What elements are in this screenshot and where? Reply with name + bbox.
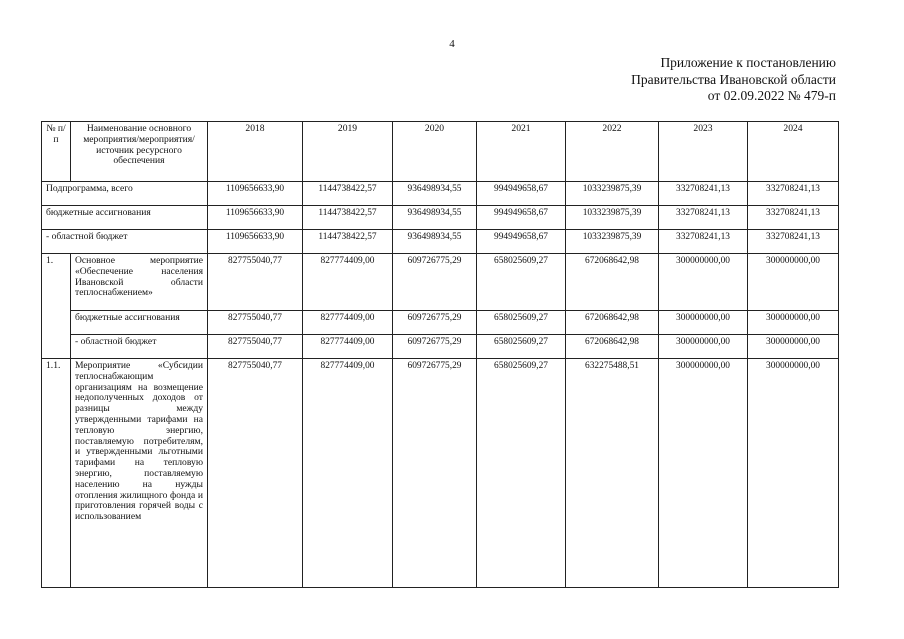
row-label: Подпрограмма, всего xyxy=(42,182,208,206)
row-label: - областной бюджет xyxy=(71,335,208,359)
table-cell: 332708241,13 xyxy=(748,182,839,206)
table-cell: 1144738422,57 xyxy=(303,206,393,230)
column-header-year: 2020 xyxy=(393,122,477,182)
column-header-year: 2023 xyxy=(659,122,748,182)
table-cell: 658025609,27 xyxy=(477,311,566,335)
table-cell: 332708241,13 xyxy=(659,182,748,206)
table-cell: 1033239875,39 xyxy=(566,206,659,230)
table-cell: 1144738422,57 xyxy=(303,182,393,206)
page-number: 4 xyxy=(449,38,455,50)
table-cell: 1109656633,90 xyxy=(208,182,303,206)
table-cell: 672068642,98 xyxy=(566,335,659,359)
table-cell: 936498934,55 xyxy=(393,230,477,254)
table-cell: 609726775,29 xyxy=(393,359,477,588)
table-cell: 300000000,00 xyxy=(659,311,748,335)
table-cell: 300000000,00 xyxy=(748,311,839,335)
table-row xyxy=(42,230,839,254)
annex-header xyxy=(631,55,836,105)
column-header-year: 2018 xyxy=(208,122,303,182)
table-cell: 609726775,29 xyxy=(393,254,477,311)
column-header-year: 2019 xyxy=(303,122,393,182)
table-cell: 1109656633,90 xyxy=(208,230,303,254)
table-row xyxy=(42,182,839,206)
table-cell: 827755040,77 xyxy=(208,254,303,311)
table-cell: 300000000,00 xyxy=(748,359,839,588)
column-header-year: 2021 xyxy=(477,122,566,182)
table-cell: 827755040,77 xyxy=(208,311,303,335)
table-cell: 632275488,51 xyxy=(566,359,659,588)
table-cell: 827755040,77 xyxy=(208,359,303,588)
row-label: Мероприятие «Субсидии теплоснабжающим организациям на возмещение недополученных доходов от разницы между утвержденными тарифами на тепловую энергию, поставляемую потребителям, и утвержденными льготными тарифами на тепловую энергию, поставляемую населению на нужды отопления жилищного фонда и приготовления горячей воды с использованием xyxy=(71,359,208,588)
table-cell: 827774409,00 xyxy=(303,335,393,359)
row-number: 1.1. xyxy=(42,359,71,588)
table-row xyxy=(42,206,839,230)
column-header-year: 2022 xyxy=(566,122,659,182)
column-header-number: № п/п xyxy=(42,122,71,182)
row-number: 1. xyxy=(42,254,71,359)
table-cell: 332708241,13 xyxy=(659,206,748,230)
table-row xyxy=(42,359,839,588)
column-header-name: Наименование основного мероприятия/мероприятия/ источник ресурсного обеспечения xyxy=(71,122,208,182)
table-cell: 994949658,67 xyxy=(477,182,566,206)
annex-header-line2: Правительства Ивановской области xyxy=(631,71,836,87)
row-label: бюджетные ассигнования xyxy=(71,311,208,335)
row-label: - областной бюджет xyxy=(42,230,208,254)
table-cell: 994949658,67 xyxy=(477,206,566,230)
table-cell: 658025609,27 xyxy=(477,359,566,588)
table-cell: 332708241,13 xyxy=(748,230,839,254)
table-header-row xyxy=(42,122,839,182)
table-cell: 994949658,67 xyxy=(477,230,566,254)
table-cell: 827774409,00 xyxy=(303,311,393,335)
row-label: Основное мероприятие «Обеспечение населения Ивановской области теплоснабжением» xyxy=(71,254,208,311)
table-cell: 827774409,00 xyxy=(303,254,393,311)
table-cell: 609726775,29 xyxy=(393,311,477,335)
table-cell: 1033239875,39 xyxy=(566,230,659,254)
table-cell: 300000000,00 xyxy=(659,254,748,311)
table-cell: 672068642,98 xyxy=(566,254,659,311)
table-row xyxy=(42,335,839,359)
table-cell: 300000000,00 xyxy=(659,335,748,359)
budget-table xyxy=(41,121,839,588)
table-cell: 332708241,13 xyxy=(659,230,748,254)
annex-header-line1: Приложение к постановлению xyxy=(660,55,836,70)
table-cell: 300000000,00 xyxy=(748,335,839,359)
table-cell: 672068642,98 xyxy=(566,311,659,335)
table-row xyxy=(42,311,839,335)
column-header-year: 2024 xyxy=(748,122,839,182)
table-cell: 658025609,27 xyxy=(477,335,566,359)
table-cell: 936498934,55 xyxy=(393,206,477,230)
table-cell: 300000000,00 xyxy=(748,254,839,311)
table-cell: 827755040,77 xyxy=(208,335,303,359)
table-cell: 1144738422,57 xyxy=(303,230,393,254)
table-cell: 300000000,00 xyxy=(659,359,748,588)
table-cell: 332708241,13 xyxy=(748,206,839,230)
table-cell: 1109656633,90 xyxy=(208,206,303,230)
annex-header-line3: от 02.09.2022 № 479-п xyxy=(707,88,836,103)
table-row xyxy=(42,254,839,311)
table-cell: 827774409,00 xyxy=(303,359,393,588)
table-cell: 658025609,27 xyxy=(477,254,566,311)
table-cell: 609726775,29 xyxy=(393,335,477,359)
row-label: бюджетные ассигнования xyxy=(42,206,208,230)
table-cell: 1033239875,39 xyxy=(566,182,659,206)
table-cell: 936498934,55 xyxy=(393,182,477,206)
